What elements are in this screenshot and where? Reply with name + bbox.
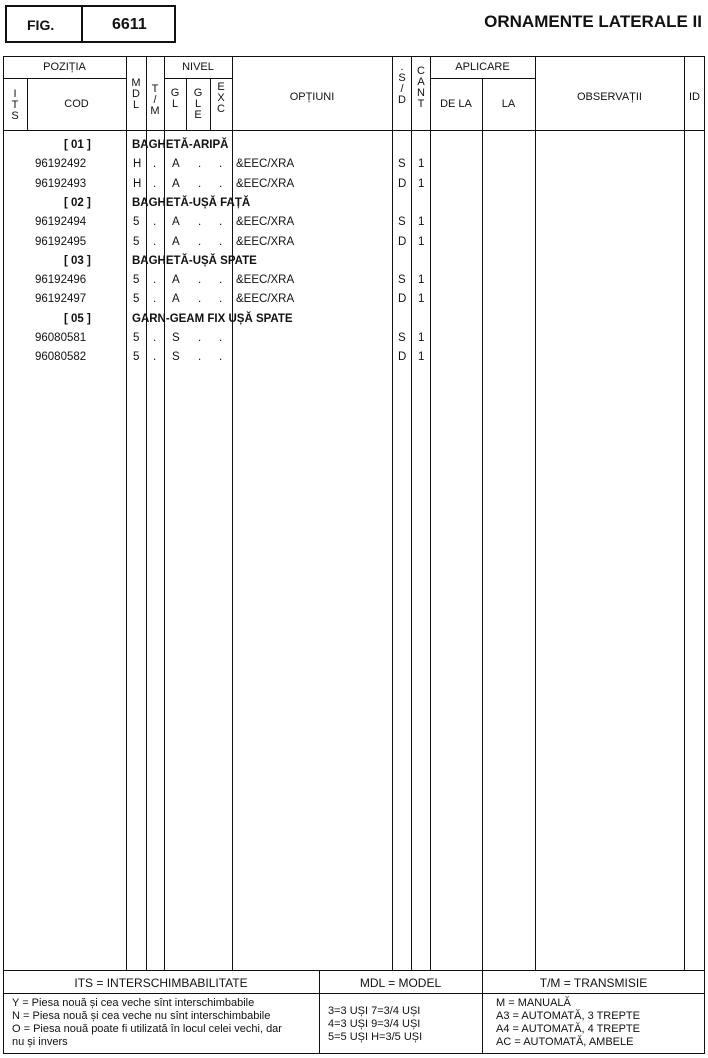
header-la: LA bbox=[501, 98, 516, 110]
part-tm: . bbox=[153, 216, 157, 228]
group-number: [ 03 ] bbox=[64, 255, 91, 267]
part-code: 96192494 bbox=[35, 216, 87, 228]
part-qty: 1 bbox=[418, 332, 425, 344]
part-exc: . bbox=[219, 178, 223, 190]
group-name: BAGHETĂ-UȘĂ SPATE bbox=[132, 255, 257, 267]
part-code: 96080581 bbox=[35, 332, 87, 344]
figure-number: 6611 bbox=[112, 16, 147, 33]
col-divider-la bbox=[535, 56, 536, 970]
part-gl: S bbox=[172, 351, 180, 363]
part-gl: A bbox=[172, 178, 180, 190]
col-divider-sd bbox=[411, 56, 412, 970]
part-exc: . bbox=[219, 236, 223, 248]
header-nivel: NIVEL bbox=[182, 61, 214, 73]
figure-box bbox=[5, 5, 176, 43]
part-mdl: 5 bbox=[133, 216, 140, 228]
part-mdl: 5 bbox=[133, 293, 140, 305]
col-divider-cant bbox=[430, 56, 431, 970]
part-mdl: 5 bbox=[133, 274, 140, 286]
legend-title-line bbox=[3, 993, 705, 994]
part-side: D bbox=[398, 236, 407, 248]
part-gle: . bbox=[198, 158, 202, 170]
group-name: BAGHETĂ-ARIPĂ bbox=[132, 139, 229, 151]
part-code: 96192495 bbox=[35, 236, 87, 248]
part-gle: . bbox=[198, 236, 202, 248]
header-cod: COD bbox=[64, 98, 89, 110]
part-exc: . bbox=[219, 293, 223, 305]
part-gle: . bbox=[198, 332, 202, 344]
col-divider-obs bbox=[684, 56, 685, 970]
group-name: BAGHETĂ-UȘĂ FAȚĂ bbox=[132, 197, 251, 209]
part-code: 96080582 bbox=[35, 351, 87, 363]
col-divider-dela bbox=[482, 79, 483, 970]
part-qty: 1 bbox=[418, 216, 425, 228]
part-mdl: 5 bbox=[133, 332, 140, 344]
part-code: 96192493 bbox=[35, 178, 87, 190]
header-tm: T / M bbox=[150, 83, 160, 117]
legend-tm-text: M = MANUALĂ A3 = AUTOMATĂ, 3 TREPTE A4 = AUTOMATĂ, 4 TREPTE AC = AUTOMATĂ, AMBELE bbox=[496, 997, 640, 1048]
part-gle: . bbox=[198, 274, 202, 286]
part-exc: . bbox=[219, 158, 223, 170]
legend-mdl-title: MDL = MODEL bbox=[359, 976, 442, 990]
part-side: S bbox=[398, 158, 406, 170]
part-gl: A bbox=[172, 293, 180, 305]
part-code: 96192496 bbox=[35, 274, 87, 286]
part-tm: . bbox=[153, 293, 157, 305]
group-number: [ 01 ] bbox=[64, 139, 91, 151]
figure-box-divider bbox=[81, 7, 83, 41]
header-gle: G L E bbox=[193, 87, 203, 121]
header-sd: . S / D bbox=[398, 61, 406, 106]
header-row-divider bbox=[164, 78, 232, 79]
parts-table bbox=[3, 56, 705, 1054]
part-side: S bbox=[398, 332, 406, 344]
group-name: GARN-GEAM FIX UȘĂ SPATE bbox=[132, 313, 293, 325]
header-observatii: OBSERVAȚII bbox=[576, 91, 642, 103]
legend-its-title: ITS = INTERSCHIMBABILITATE bbox=[74, 976, 248, 990]
part-tm: . bbox=[153, 158, 157, 170]
col-divider-cod bbox=[126, 56, 127, 970]
part-code: 96192497 bbox=[35, 293, 87, 305]
header-mdl: M D L bbox=[131, 77, 141, 111]
page-title: ORNAMENTE LATERALE II bbox=[484, 12, 702, 31]
part-mdl: H bbox=[133, 178, 142, 190]
part-tm: . bbox=[153, 178, 157, 190]
part-exc: . bbox=[219, 332, 223, 344]
part-side: S bbox=[398, 216, 406, 228]
header-row-divider bbox=[3, 78, 126, 79]
legend-its-text: Y = Piesa nouă și cea veche sînt interschimbabile N = Piesa nouă și cea veche nu sînt interschimbabile O = Piesa nouă poate fi utilizată în locul celei vechi, dar nu și invers bbox=[12, 997, 282, 1048]
part-side: D bbox=[398, 178, 407, 190]
header-de-la: DE LA bbox=[440, 98, 472, 110]
part-side: D bbox=[398, 351, 407, 363]
col-divider-mdl bbox=[146, 56, 147, 970]
part-qty: 1 bbox=[418, 274, 425, 286]
header-id: ID bbox=[689, 91, 700, 103]
part-mdl: 5 bbox=[133, 236, 140, 248]
header-optiuni: OPȚIUNI bbox=[289, 91, 335, 103]
part-tm: . bbox=[153, 274, 157, 286]
header-bottom-line bbox=[3, 130, 705, 131]
part-exc: . bbox=[219, 351, 223, 363]
legend-mdl-text: 3=3 UȘI 7=3/4 UȘI 4=3 UȘI 9=3/4 UȘI 5=5 UȘI H=3/5 UȘI bbox=[328, 1005, 423, 1043]
part-qty: 1 bbox=[418, 236, 425, 248]
header-gl: G L bbox=[170, 87, 180, 110]
part-tm: . bbox=[153, 332, 157, 344]
header-aplicare: APLICARE bbox=[455, 61, 510, 73]
part-gle: . bbox=[198, 178, 202, 190]
group-number: [ 02 ] bbox=[64, 197, 91, 209]
part-qty: 1 bbox=[418, 293, 425, 305]
legend-top-line bbox=[3, 970, 705, 971]
part-gle: . bbox=[198, 293, 202, 305]
group-number: [ 05 ] bbox=[64, 313, 91, 325]
part-side: D bbox=[398, 293, 407, 305]
part-option: &EEC/XRA bbox=[236, 158, 295, 170]
part-qty: 1 bbox=[418, 158, 425, 170]
part-tm: . bbox=[153, 351, 157, 363]
part-side: S bbox=[398, 274, 406, 286]
part-gle: . bbox=[198, 351, 202, 363]
part-gl: S bbox=[172, 332, 180, 344]
header-pozitia: POZIȚIA bbox=[43, 61, 86, 73]
part-tm: . bbox=[153, 236, 157, 248]
part-option: &EEC/XRA bbox=[236, 293, 295, 305]
part-option: &EEC/XRA bbox=[236, 274, 295, 286]
col-divider-opt bbox=[392, 56, 393, 970]
part-option: &EEC/XRA bbox=[236, 216, 295, 228]
part-code: 96192492 bbox=[35, 158, 87, 170]
col-divider-tm bbox=[164, 56, 165, 970]
part-gl: A bbox=[172, 274, 180, 286]
figure-label: FIG. bbox=[27, 17, 55, 33]
part-qty: 1 bbox=[418, 351, 425, 363]
header-its: I T S bbox=[11, 88, 19, 122]
part-gl: A bbox=[172, 236, 180, 248]
part-mdl: 5 bbox=[133, 351, 140, 363]
part-gl: A bbox=[172, 158, 180, 170]
col-divider-gle bbox=[210, 79, 211, 130]
part-exc: . bbox=[219, 216, 223, 228]
part-mdl: H bbox=[133, 158, 142, 170]
part-qty: 1 bbox=[418, 178, 425, 190]
part-option: &EEC/XRA bbox=[236, 236, 295, 248]
part-exc: . bbox=[219, 274, 223, 286]
part-option: &EEC/XRA bbox=[236, 178, 295, 190]
part-gl: A bbox=[172, 216, 180, 228]
header-exc: E X C bbox=[217, 81, 225, 115]
legend-tm-title: T/M = TRANSMISIE bbox=[539, 976, 648, 990]
col-divider-exc bbox=[232, 56, 233, 970]
col-divider-gl bbox=[186, 79, 187, 130]
header-cant: C A N T bbox=[417, 65, 425, 110]
part-gle: . bbox=[198, 216, 202, 228]
